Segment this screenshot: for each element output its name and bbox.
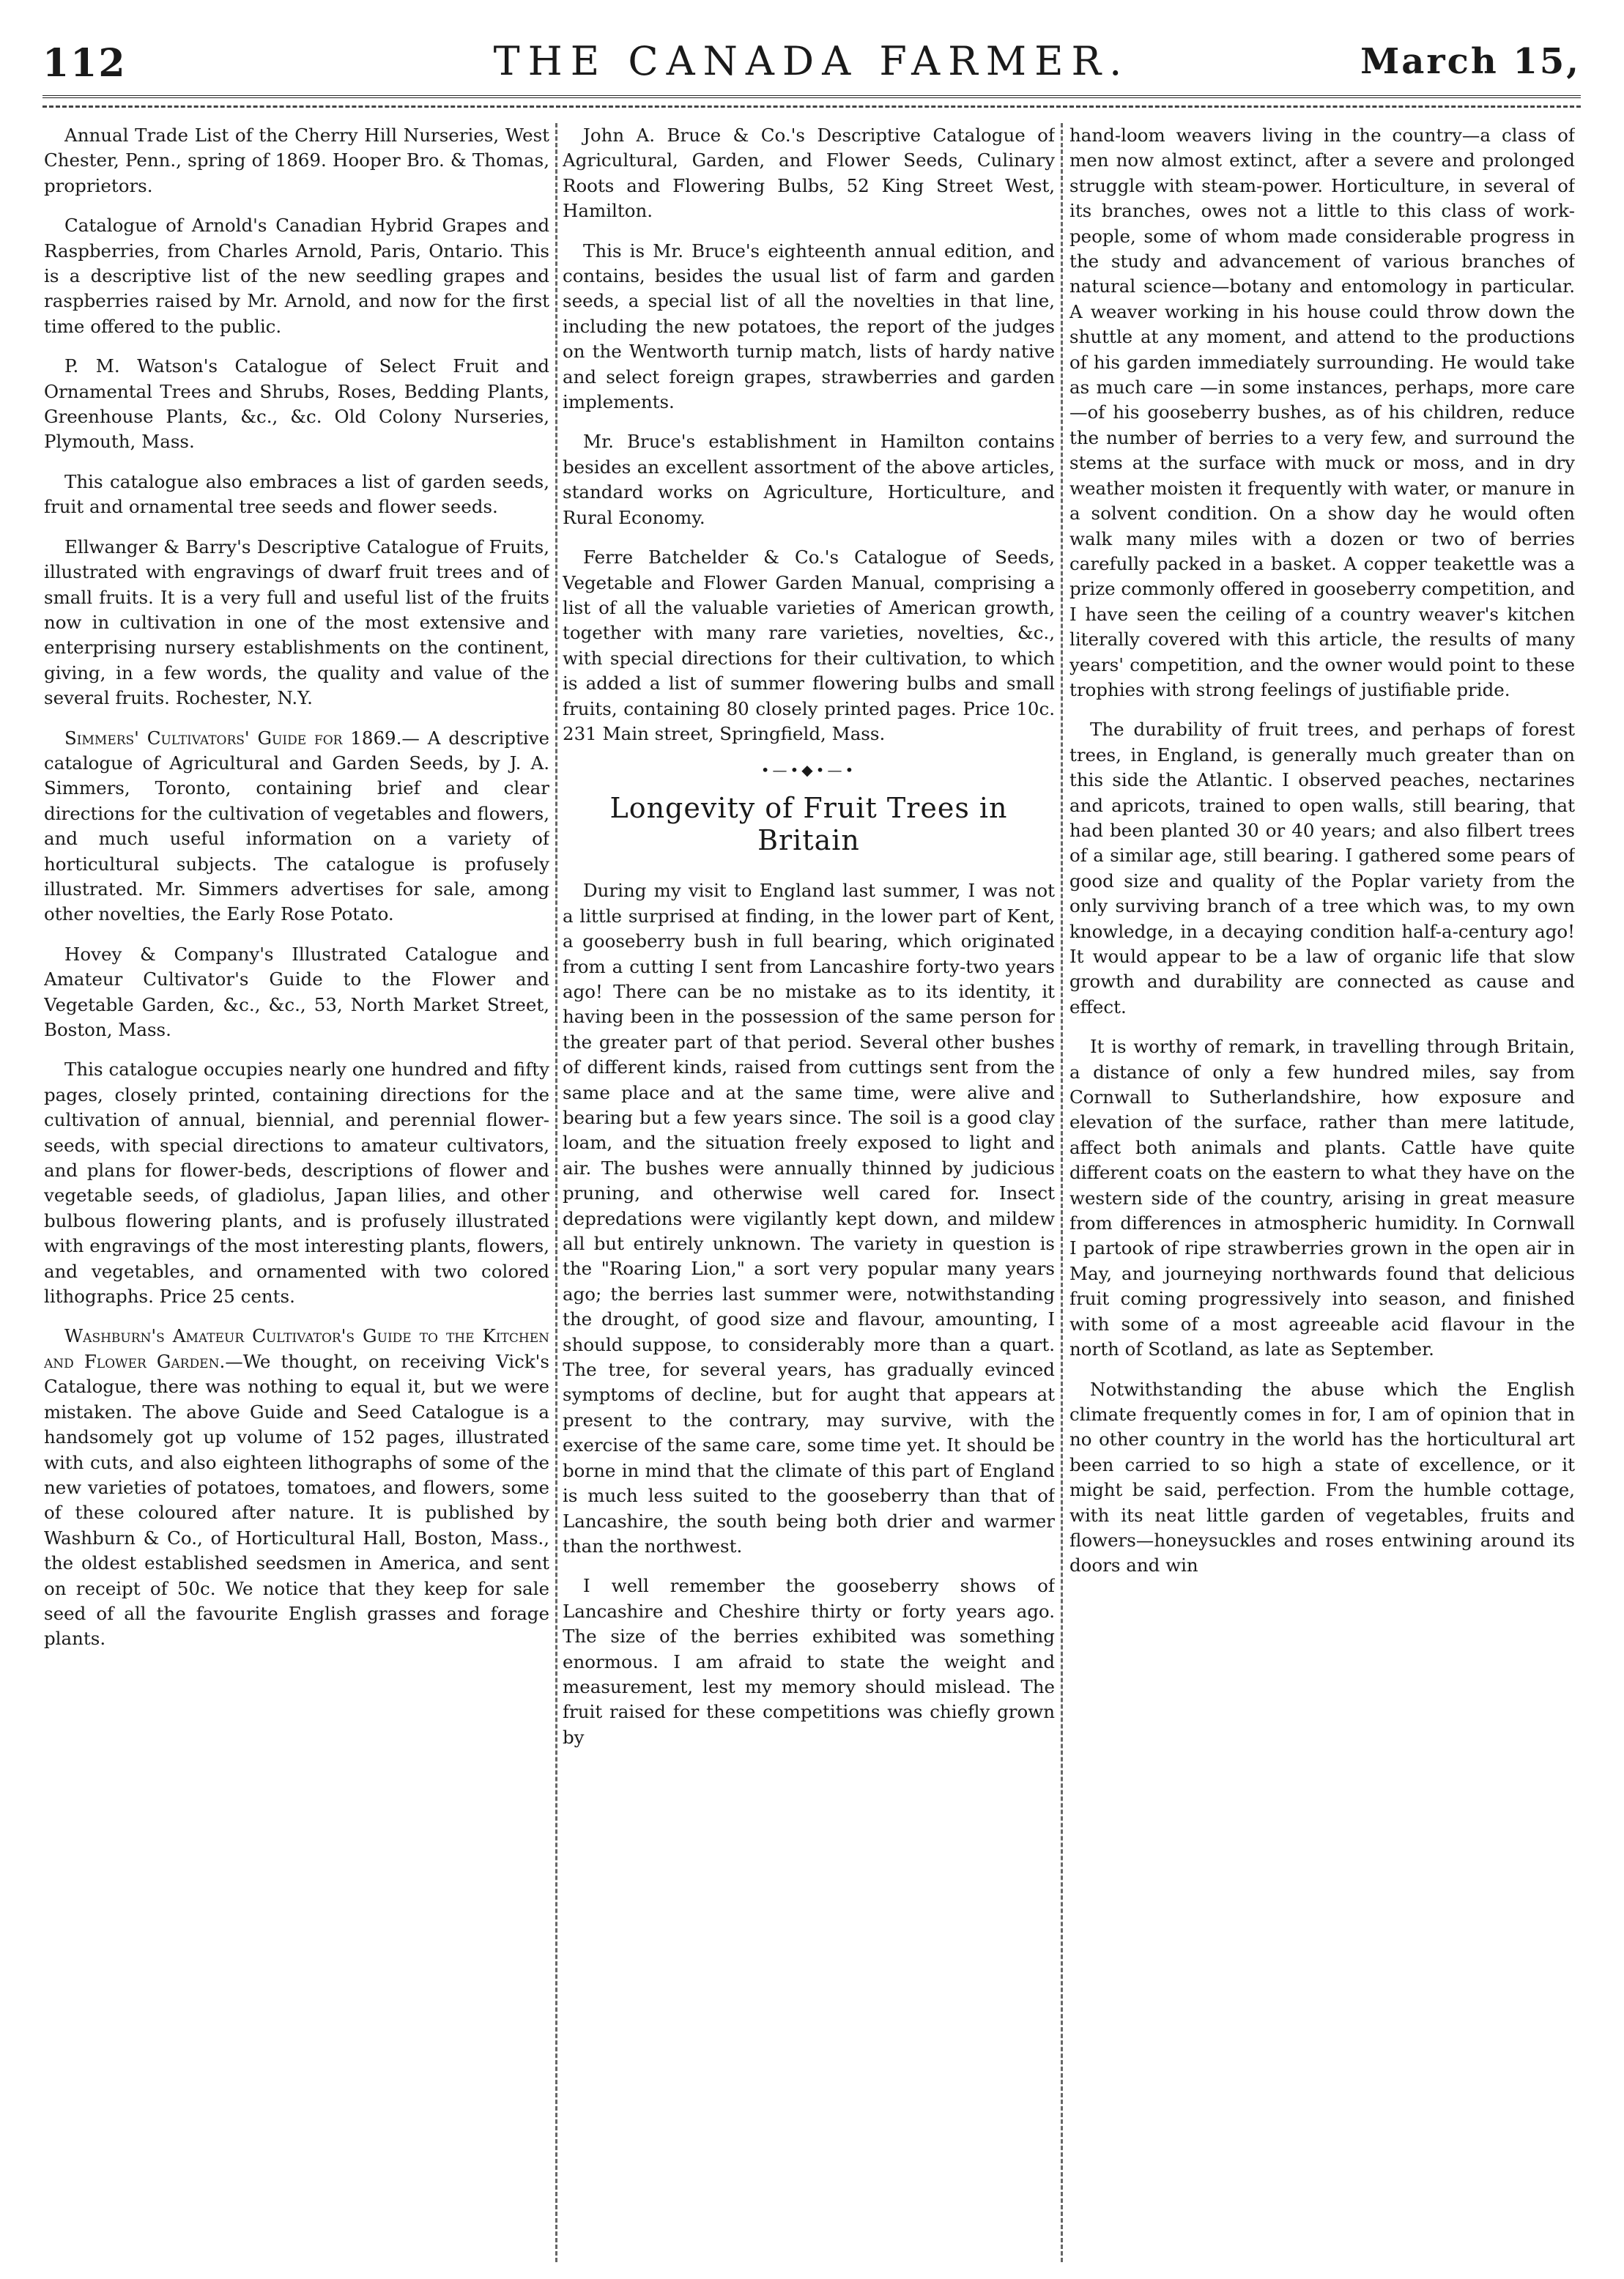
catalogue-washburn xyxy=(44,1324,549,1651)
catalogue-washburn-body: We thought, on receiving Vick's Catalogue, there was nothing to equal it, but we were mistaken. The above Guide and Seed Catalogue is a handsomely got up volume of 152 pages, illustrated with cuts, and also eighteen lithographs of some of the new varieties of potatoes, tomatoes, and flowers, some of these coloured after nature. It is published by Washburn & Co., of Horticultural Hall, Boston, Mass., the oldest established seedsmen in America, and sent on receipt of 50c. We notice that they keep for sale seed of all the favourite English grasses and forage plants. xyxy=(44,1350,549,1650)
header-rule-dashed xyxy=(42,105,1581,108)
catalogue-hovey: Hovey & Company's Illustrated Catalogue and Amateur Cultivator's Guide to the Flower and Vegetable Garden, &c., &c., 53, North Market Street, Boston, Mass. xyxy=(44,943,549,1040)
catalogue-bruce-establishment: Mr. Bruce's establishment in Hamilton contains besides an excellent assortment of the above articles, standard works on Agriculture, Horticulture, and Rural Economy. xyxy=(563,431,1055,528)
catalogue-ferre-batchelder: Ferre Batchelder & Co.'s Catalogue of Seeds, Vegetable and Flower Garden Manual, comprising a list of all the valuable varieties of American growth, together with many rare varieties, novelties, &c., with special directions for their cultivation, to which is added a list of summer flowering bulbs and small fruits, containing 80 closely printed pages. Price 10c. 231 Main street, Springfield, Mass. xyxy=(563,546,1055,744)
page-number: 112 xyxy=(42,41,127,86)
article-paragraph: I well remember the gooseberry shows of Lancashire and Cheshire thirty or forty years ago. The size of the berries exhibited was something enormous. I am afraid to state the weight and measurement, lest my memory should mislead. The fruit raised for these competitions was chiefly grown by xyxy=(563,1575,1055,1748)
column-1 xyxy=(44,123,549,2269)
column-3 xyxy=(1069,123,1575,2269)
column-divider-1 xyxy=(555,123,557,2262)
catalogue-simmers xyxy=(44,726,549,927)
catalogue-watson: P. M. Watson's Catalogue of Select Fruit and Ornamental Trees and Shrubs, Roses, Bedding Plants, Greenhouse Plants, &c., &c. Old Colony Nurseries, Plymouth, Mass. xyxy=(44,355,549,453)
catalogue-simmers-heading: Simmers' Cultivators' Guide for 1869.— xyxy=(64,727,420,749)
page-header xyxy=(42,37,1581,95)
section-title: Longevity of Fruit Trees in Britain xyxy=(609,792,1008,857)
article-paragraph: During my visit to England last summer, I was not a little surprised at finding, in the lower part of Kent, a gooseberry bush in full bearing, which originated from a cutting I sent from Lancashire forty-two years ago! There can be no mistake as to its identity, it having been in the possession of the same person for the greater part of that period. Several other bushes of different kinds, raised from cuttings sent from the same place and at the same time, were alive and bearing but a few years since. The soil is a good clay loam, and the situation freely exposed to light and air. The bushes were annually thinned by judicious pruning, and otherwise well cared for. Insect depredations were vigilantly kept down, and mildew all but entirely unknown. The variety in question is the "Roaring Lion," a sort very popular many years ago; the berries last summer were, notwithstanding the drought, of good size and flavour, amounting, I should suppose, to considerably more than a quart. The tree, for several years, has gradually evinced symptoms of decline, but for aught that appears at present to the contrary, may survive, with the exercise of the same care, some time yet. It should be borne in mind that the climate of this part of England is much less suited to the gooseberry than that of Lancashire, the south being both drier and warmer than the northwest. xyxy=(563,880,1055,1557)
header-rule xyxy=(42,95,1581,98)
column-divider-2 xyxy=(1061,123,1063,2262)
catalogue-bruce: John A. Bruce & Co.'s Descriptive Catalogue of Agricultural, Garden, and Flower Seeds, Culinary Roots and Flowering Bulbs, 52 King Street West, Hamilton. xyxy=(563,125,1055,222)
catalogue-arnold: Catalogue of Arnold's Canadian Hybrid Grapes and Raspberries, from Charles Arnold, Paris, Ontario. This is a descriptive list of the new seedling grapes and raspberries raised by Mr. Arnold, and now for the first time offered to the public. xyxy=(44,215,549,337)
catalogue-simmers-body: A descriptive catalogue of Agricultural and Garden Seeds, by J. A. Simmers, Toronto, containing brief and clear directions for the cultivation of vegetables and flowers, and much useful information on a variety of horticultural subjects. The catalogue is profusely illustrated. Mr. Simmers advertises for sale, among other novelties, the Early Rose Potato. xyxy=(44,727,549,925)
article-paragraph: hand-loom weavers living in the country—a class of men now almost extinct, after a severe and prolonged struggle with steam-power. Horticulture, in several of its branches, owes not a little to this class of work-people, some of whom made considerable progress in the study and advancement of various branches of natural science—botany and entomology in particular. A weaver working in his house could throw down the shuttle at any moment, and attend to the productions of his garden immediately surrounding. He would take as much care —in some instances, perhaps, more care—of his gooseberry bushes, as of his children, reduce the number of berries to a very few, and surround the stems at the surface with muck or moss, and in dry weather moisten it frequently with water, or manure in a solvent condition. On a show day he would often walk many miles with a dozen or two of berries carefully packed in a basket. A copper teakettle was a prize commonly offered in gooseberry competition, and I have seen the ceiling of a country weaver's kitchen literally covered with this article, the results of many years' competition, and the owner would point to these trophies with strong feelings of justifiable pride. xyxy=(1069,125,1575,700)
article-paragraph: Notwithstanding the abuse which the English climate frequently comes in for, I am of opinion that in no other country in the world has the horticultural art been carried to so high a state of excellence, or it might be said, perfection. From the humble cottage, with its neat little garden of vegetables, fruits and flowers—honeysuckles and roses entwining around its doors and win xyxy=(1069,1378,1575,1576)
catalogue-ellwanger-barry: Ellwanger & Barry's Descriptive Catalogue of Fruits, illustrated with engravings of dwarf fruit trees and of small fruits. It is a very full and useful list of the fruits now in cultivation in one of the most extensive and enterprising nursery establishments on the continent, giving, in a few words, the quality and value of the several fruits. Rochester, N.Y. xyxy=(44,536,549,709)
article-paragraph: It is worthy of remark, in travelling through Britain, a distance of only a few hundred miles, say from Cornwall to Sutherlandshire, how exposure and elevation of the surface, rather than mere latitude, affect both animals and plants. Cattle have quite different coats on the eastern to what they have on the western side of the country, arising in great measure from differences in atmospheric humidity. In Cornwall I partook of ripe strawberries grown in the open air in May, and journeying northwards found that delicious fruit coming progressively into season, and finished with some of a most agreeable acid flavour in the north of Scotland, as late as September. xyxy=(1069,1036,1575,1360)
issue-date: March 15, xyxy=(1360,41,1581,82)
catalogue-washburn-heading: Washburn's Amateur Cultivator's Guide to the Kitchen and Flower Garden.— xyxy=(44,1325,549,1372)
catalogue-bruce-desc: This is Mr. Bruce's eighteenth annual edition, and contains, besides the usual list of farm and garden seeds, a special list of all the novelties in that line, including the new potatoes, the report of the judges on the Wentworth turnip match, lists of hardy native and select foreign grapes, strawberries and garden implements. xyxy=(563,240,1055,413)
catalogue-cherry-hill: Annual Trade List of the Cherry Hill Nurseries, West Chester, Penn., spring of 1869. Hooper Bro. & Thomas, proprietors. xyxy=(44,125,549,196)
section-ornament: •—•◆•—• xyxy=(760,761,857,779)
catalogue-watson-desc: This catalogue also embraces a list of garden seeds, fruit and ornamental tree seeds and flower seeds. xyxy=(44,470,549,518)
column-2 xyxy=(563,123,1055,2269)
catalogue-hovey-desc: This catalogue occupies nearly one hundred and fifty pages, closely printed, containing directions for the cultivation of annual, biennial, and perennial flower-seeds, with special directions to amateur cultivators, and plans for flower-beds, descriptions of flower and vegetable seeds, of gladiolus, Japan lilies, and other bulbous flowering plants, and is profusely illustrated with engravings of the most interesting plants, flowers, and vegetables, and ornamented with two colored lithographs. Price 25 cents. xyxy=(44,1059,549,1308)
masthead-title: THE CANADA FARMER. xyxy=(493,38,1130,84)
article-paragraph: The durability of fruit trees, and perhaps of forest trees, in England, is generally much greater than on this side the Atlantic. I observed peaches, nectarines and apricots, trained to open walls, still bearing, that had been planted 30 or 40 years; and also filbert trees of a similar age, still bearing. I gathered some pears of good size and quality of the Poplar variety from the only surviving branch of a tree which was, to my own knowledge, in a decaying condition half-a-century ago! It would appear to be a law of organic life that slow growth and durability are connected as cause and effect. xyxy=(1069,719,1575,1018)
